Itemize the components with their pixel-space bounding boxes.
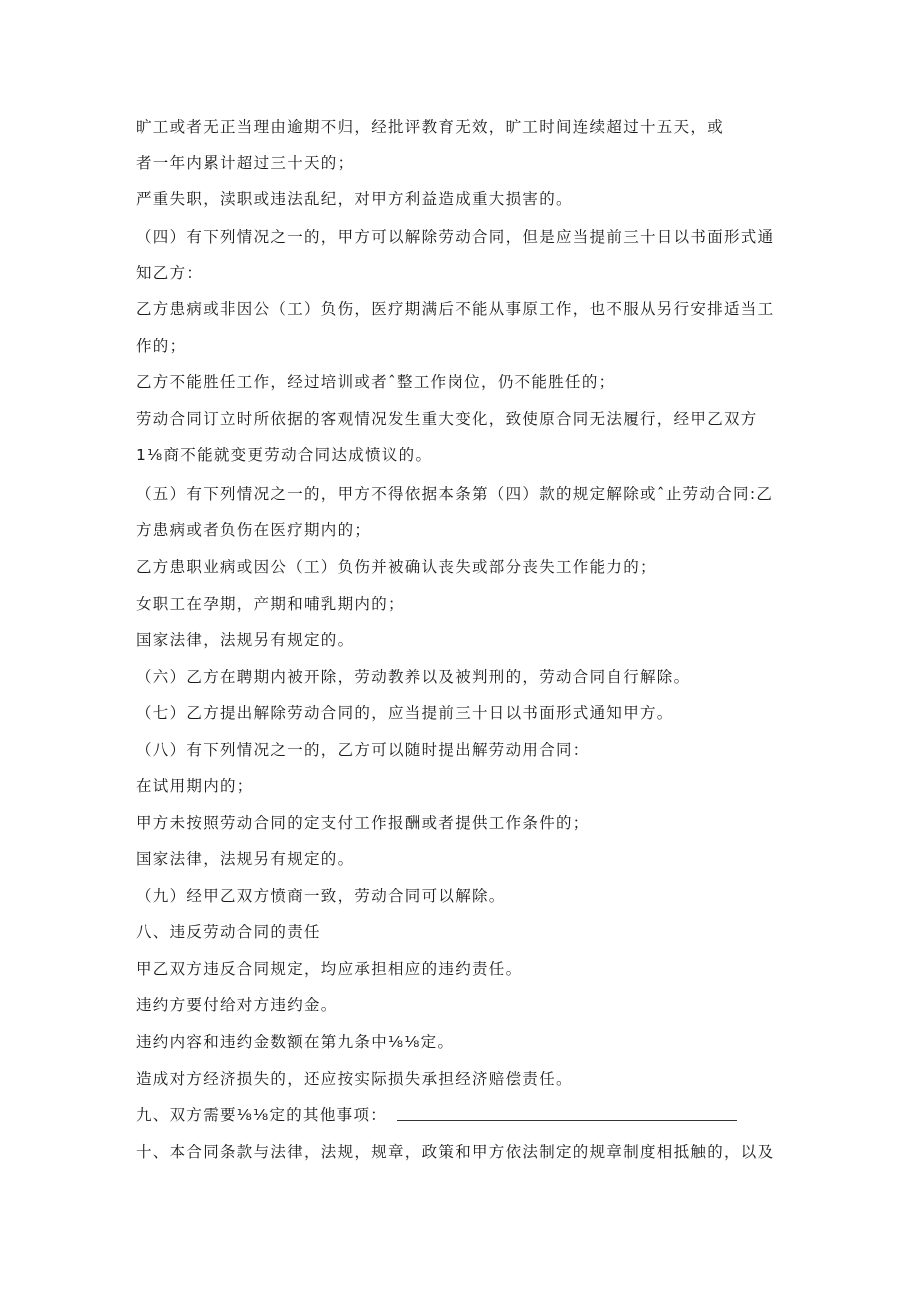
- text-line: 违约方要付给对方违约金。: [136, 996, 338, 1014]
- text-line: （七）乙方提出解除劳动合同的，应当提前三十日以书面形式通知甲方。: [136, 704, 674, 722]
- text-line: 作的；: [136, 337, 187, 355]
- text-line: 甲乙双方违反合同规定，均应承担相应的违约责任。: [136, 960, 523, 978]
- text-line: 在试用期内的；: [136, 777, 254, 795]
- text-line: 乙方不能胜任工作，经过培训或者ˆ整工作岗位，仍不能胜任的；: [136, 373, 616, 391]
- text-line: 知乙方：: [136, 264, 204, 282]
- section-heading: 八、违反劳动合同的责任: [136, 923, 321, 941]
- text-line: 乙方患病或非因公（工）负伤，医疗期满后不能从事原工作，也不服从另行安排适当工: [136, 300, 775, 318]
- text-line: 乙方患职业病或因公（工）负伤并被确认丧失或部分丧失工作能力的；: [136, 558, 657, 576]
- section-heading: 十、本合同条款与法律，法规，规章，政策和甲方依法制定的规章制度相抵触的，以及: [136, 1143, 775, 1161]
- text-line: 严重失职，渎职或违法乱纪，对甲方利益造成重大损害的。: [136, 190, 573, 208]
- text-line: 方患病或者负伤在医疗期内的；: [136, 521, 372, 539]
- text-line: （五）有下列情况之一的，甲方不得依据本条第（四）款的规定解除或ˆ止劳动合同:乙: [136, 485, 774, 503]
- text-line: 女职工在孕期，产期和哺乳期内的；: [136, 595, 405, 613]
- text-line: 甲方未按照劳动合同的定支付工作报酬或者提供工作条件的；: [136, 814, 590, 832]
- text-line: 造成对方经济损失的，还应按实际损失承担经济赔偿责任。: [136, 1070, 573, 1088]
- text-line: （八）有下列情况之一的，乙方可以随时提出解劳动用合同：: [136, 741, 590, 759]
- section-heading: 九、双方需要⅛⅛定的其他事项：: [136, 1106, 388, 1124]
- text-line: 国家法律，法规另有规定的。: [136, 631, 355, 649]
- section-heading-line: [136, 1105, 796, 1125]
- text-line: （六）乙方在聘期内被开除，劳动教养以及被判刑的，劳动合同自行解除。: [136, 668, 691, 686]
- text-line: （四）有下列情况之一的，甲方可以解除劳动合同，但是应当提前三十日以书面形式通: [136, 228, 775, 246]
- text-line: 国家法律，法规另有规定的。: [136, 850, 355, 868]
- text-line: 者一年内累计超过三十天的；: [136, 154, 355, 172]
- text-line: 1⅛商不能就变更劳动合同达成愤议的。: [136, 446, 433, 464]
- text-line: （九）经甲乙双方愤商一致，劳动合同可以解除。: [136, 887, 506, 905]
- fill-in-blank[interactable]: [397, 1119, 737, 1121]
- text-line: 违约内容和违约金数额在第九条中⅛⅛定。: [136, 1033, 455, 1051]
- text-line: 旷工或者无正当理由逾期不归，经批评教育无效，旷工时间连续超过十五天，或: [136, 118, 725, 136]
- text-line: 劳动合同订立时所依据的客观情况发生重大变化，致使原合同无法履行，经甲乙双方: [136, 410, 758, 428]
